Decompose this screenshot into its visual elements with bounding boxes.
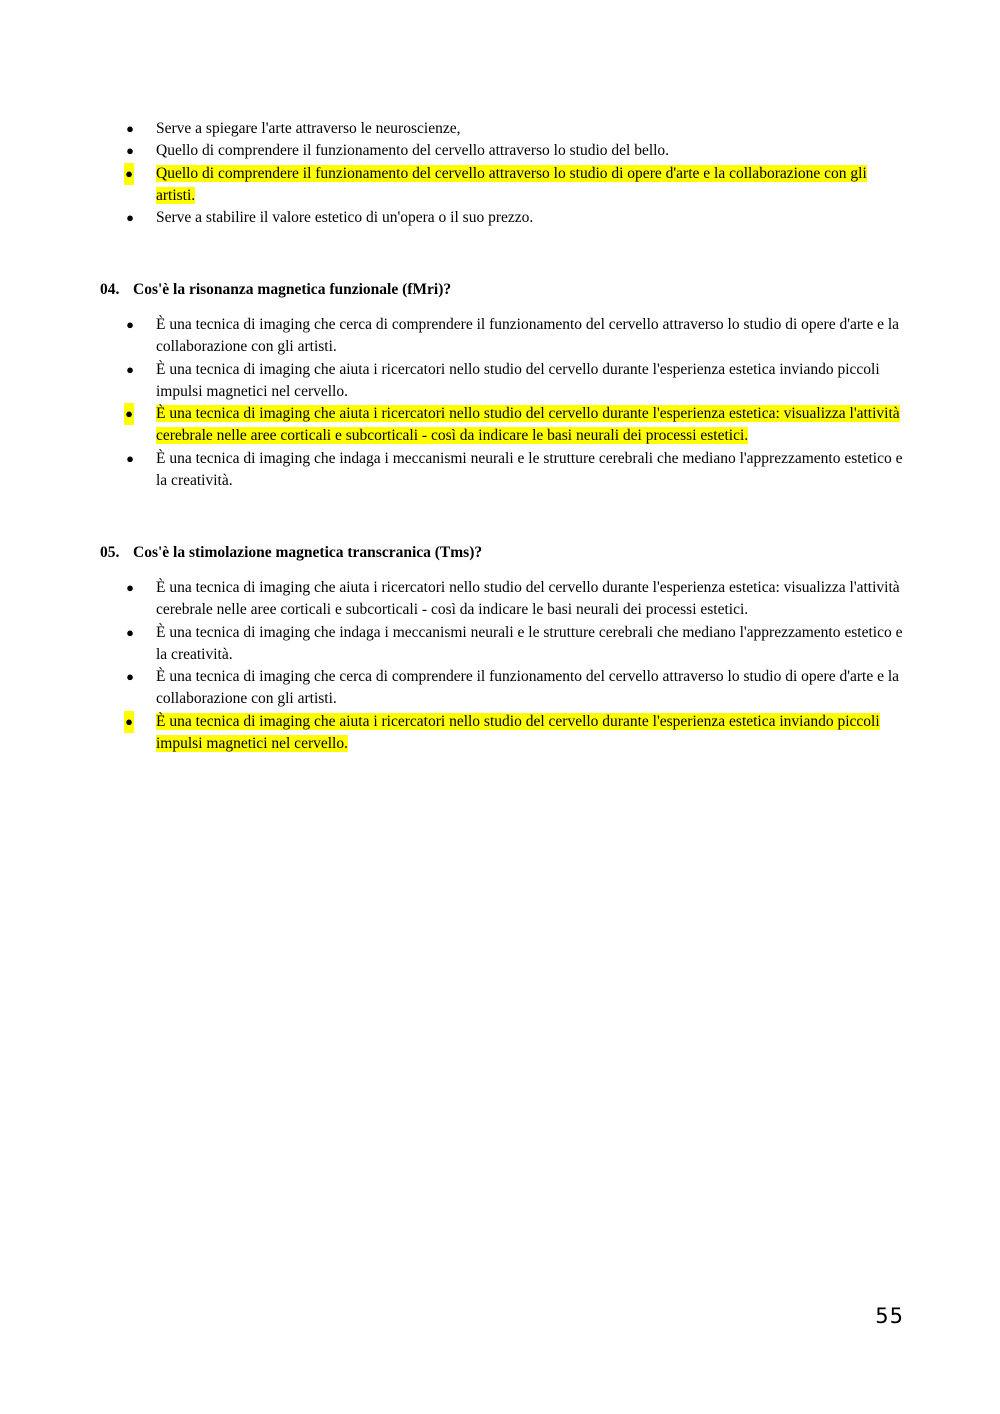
- bullet-icon: ●: [126, 580, 134, 595]
- answer-list: [0, 118, 1000, 229]
- bullet-icon: ●: [124, 711, 134, 733]
- answer-option: [0, 666, 904, 711]
- bullet-icon: ●: [126, 361, 134, 377]
- answer-text-highlighted: Quello di comprendere il funzionamento del cervello attraverso lo studio di opere d'arte e la collaborazione con gli artisti.: [156, 164, 867, 204]
- answer-option-correct: [0, 403, 904, 448]
- answer-text: È una tecnica di imaging che indaga i meccanismi neurali e le strutture cerebrali che mediano l'apprezzamento estetico e la creatività.: [156, 449, 903, 490]
- answer-text: È una tecnica di imaging che cerca di comprendere il funzionamento del cervello attraverso lo studio di opere d'arte e la collaborazione con gli artisti.: [156, 316, 900, 356]
- answer-text: Serve a stabilire il valore estetico di un'opera o il suo prezzo.: [156, 209, 534, 227]
- answer-option: [0, 577, 904, 622]
- question-block-05: [0, 577, 1000, 755]
- bullet-icon: ●: [126, 210, 134, 226]
- question-number: 05.: [100, 544, 120, 561]
- question-text: Cos'è la risonanza magnetica funzionale (fMri)?: [133, 281, 452, 298]
- question-block-04: [0, 314, 1000, 492]
- answer-option: [0, 118, 904, 140]
- answer-text-highlighted: È una tecnica di imaging che aiuta i ricercatori nello studio del cervello durante l'esperienza estetica inviando piccoli impulsi magnetici nel cervello.: [156, 712, 880, 753]
- answer-list: [0, 314, 1000, 492]
- question-heading-05: [100, 542, 482, 564]
- answer-text: Serve a spiegare l'arte attraverso le neuroscienze,: [156, 120, 461, 137]
- answer-list: [0, 577, 1000, 755]
- bullet-icon: ●: [124, 163, 134, 185]
- answer-option-correct: [0, 711, 904, 756]
- answer-text: È una tecnica di imaging che aiuta i ricercatori nello studio del cervello durante l'esperienza estetica inviando piccoli impulsi magnetici nel cervello.: [156, 360, 880, 400]
- answer-option-correct: [0, 163, 904, 208]
- bullet-icon: ●: [126, 450, 134, 466]
- bullet-icon: ●: [124, 403, 134, 425]
- answer-text: È una tecnica di imaging che aiuta i ricercatori nello studio del cervello durante l'esperienza estetica: visualizza l'attività cerebrale nelle aree corticali e subcorticali - così da indicare le basi neurali dei processi estetici.: [156, 579, 900, 619]
- page-number: 55: [875, 1304, 904, 1328]
- bullet-icon: ●: [126, 624, 134, 640]
- bullet-icon: ●: [126, 317, 134, 332]
- answer-option: [0, 359, 904, 404]
- answer-text: È una tecnica di imaging che indaga i meccanismi neurali e le strutture cerebrali che mediano l'apprezzamento estetico e la creatività.: [156, 623, 903, 663]
- bullet-icon: ●: [126, 143, 134, 159]
- question-block-03-continued: [0, 118, 1000, 229]
- answer-option: [0, 448, 904, 493]
- answer-text: È una tecnica di imaging che cerca di comprendere il funzionamento del cervello attraverso lo studio di opere d'arte e la collaborazione con gli artisti.: [156, 668, 900, 708]
- answer-text: Quello di comprendere il funzionamento del cervello attraverso lo studio del bello.: [156, 142, 670, 160]
- question-heading-04: [100, 279, 451, 301]
- answer-text-highlighted: È una tecnica di imaging che aiuta i ricercatori nello studio del cervello durante l'esperienza estetica: visualizza l'attività cerebrale nelle aree corticali e subcorticali - così da indicare le basi neurali dei processi estetici.: [156, 405, 900, 445]
- question-number: 04.: [100, 281, 120, 298]
- answer-option: [0, 140, 904, 162]
- answer-option: [0, 622, 904, 667]
- answer-option: [0, 207, 904, 229]
- bullet-icon: ●: [126, 669, 134, 685]
- bullet-icon: ●: [126, 121, 134, 136]
- answer-option: [0, 314, 904, 359]
- question-text: Cos'è la stimolazione magnetica transcranica (Tms)?: [133, 544, 483, 561]
